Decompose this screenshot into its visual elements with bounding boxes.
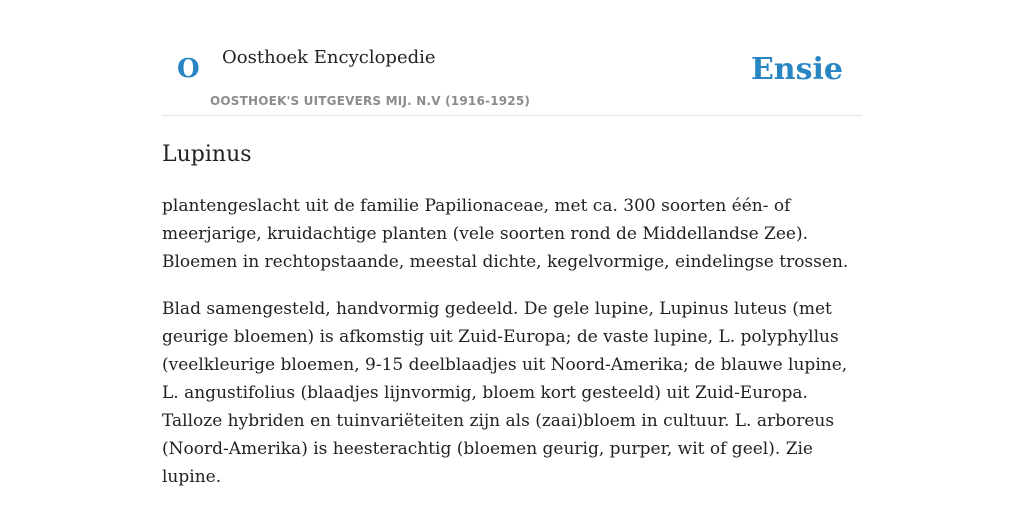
article-paragraph: plantengeslacht uit de familie Papilionaceae, met ca. 300 soorten één- of meerjarige, kruidachtige planten (vele soorten rond de Middellandse Zee). Bloemen in rechtopstaande, meestal dichte, kegelvormige, eindelingse trossen. [162,196,849,272]
entry-title: Lupinus [162,142,252,167]
article [162,138,862,491]
oosthoek-logo[interactable]: O [177,54,200,84]
ensie-logo-link[interactable]: Ensie [750,52,843,87]
article-paragraph: Blad samengesteld, handvormig gedeeld. De gele lupine, Lupinus luteus (met geurige bloemen) is afkomstig uit Zuid-Europa; de vaste lupine, L. polyphyllus (veelkleurige bloemen, 9-15 deelblaadjes uit Noord-Amerika; de blauwe lupine, L. angustifolius (blaadjes lijnvormig, bloem kort gesteeld) uit Zuid-Europa. Talloze hybriden en tuinvariëteiten zijn als (zaai)bloem in cultuur. L. arboreus (Noord-Amerika) is heesterachtig (bloemen geurig, purper, wit of geel). Zie lupine. [162,299,848,487]
encyclopedia-title-link[interactable]: Oosthoek Encyclopedie [222,47,436,68]
publisher-subtitle: OOSTHOEK'S UITGEVERS MIJ. N.V (1916-1925) [210,94,531,108]
site-header [162,0,862,116]
